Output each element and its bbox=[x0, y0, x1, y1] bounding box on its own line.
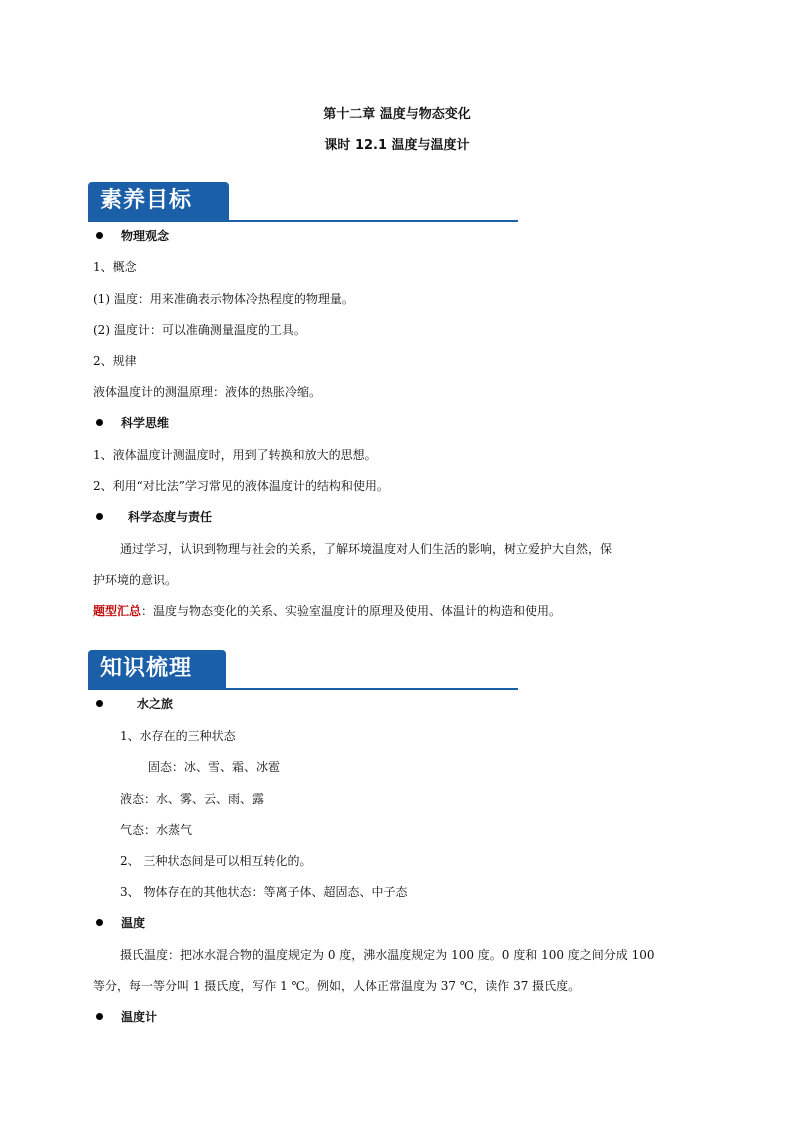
text-line: 摄氏温度：把冰水混合物的温度规定为 0 度，沸水温度规定为 100 度。0 度和 100 度之间分成 100 bbox=[120, 948, 655, 962]
chapter-title: 第十二章 温度与物态变化 bbox=[323, 107, 471, 122]
bullet-icon bbox=[96, 919, 103, 926]
summary-text: ：温度与物态变化的关系、实验室温度计的原理及使用、体温计的构造和使用。 bbox=[141, 604, 562, 618]
bullet-icon bbox=[96, 700, 103, 707]
heading-attitude: 科学态度与责任 bbox=[128, 510, 213, 524]
heading-science-thinking: 科学思维 bbox=[121, 416, 170, 430]
section-banner-goals bbox=[88, 182, 229, 220]
text-line: 通过学习，认识到物理与社会的关系，了解环境温度对人们生活的影响，树立爱护大自然，保 bbox=[120, 542, 613, 556]
section-banner-knowledge-label: 知识梳理 bbox=[100, 656, 193, 681]
summary-label: 题型汇总 bbox=[93, 604, 142, 618]
text-line: (1) 温度：用来准确表示物体冷热程度的物理量。 bbox=[93, 292, 354, 306]
heading-water-journey: 水之旅 bbox=[137, 697, 174, 711]
text-line: 气态：水蒸气 bbox=[120, 823, 193, 837]
text-line: 2、规律 bbox=[93, 354, 137, 368]
section-banner-knowledge bbox=[88, 650, 226, 688]
text-line: 2、 三种状态间是可以相互转化的。 bbox=[120, 854, 312, 868]
text-line: 1、水存在的三种状态 bbox=[120, 729, 236, 743]
text-line: 3、 物体存在的其他状态：等离子体、超固态、中子态 bbox=[120, 885, 408, 899]
heading-physics-concept: 物理观念 bbox=[121, 229, 170, 243]
lesson-title: 课时 12.1 温度与温度计 bbox=[324, 138, 470, 153]
text-line: 护环境的意识。 bbox=[93, 573, 178, 587]
heading-thermometer: 温度计 bbox=[121, 1010, 158, 1024]
text-line: 1、液体温度计测温度时，用到了转换和放大的思想。 bbox=[93, 448, 377, 462]
bullet-icon bbox=[96, 232, 103, 239]
heading-temperature: 温度 bbox=[121, 916, 146, 930]
bullet-icon bbox=[96, 419, 103, 426]
banner-underline bbox=[88, 688, 518, 690]
text-line: (2) 温度计：可以准确测量温度的工具。 bbox=[93, 323, 306, 337]
text-line: 等分，每一等分叫 1 摄氏度，写作 1 ℃。例如，人体正常温度为 37 ℃，读作 37 摄氏度。 bbox=[93, 979, 581, 993]
text-line: 液体温度计的测温原理：液体的热胀冷缩。 bbox=[93, 385, 322, 399]
section-banner-goals-label: 素养目标 bbox=[100, 188, 193, 213]
text-line: 固态：冰、雪、霜、冰雹 bbox=[148, 760, 281, 774]
text-line: 2、利用“对比法”学习常见的液体温度计的结构和使用。 bbox=[93, 479, 389, 493]
text-line: 1、概念 bbox=[93, 260, 137, 274]
bullet-icon bbox=[96, 513, 103, 520]
text-line: 液态：水、雾、云、雨、露 bbox=[120, 792, 265, 806]
bullet-icon bbox=[96, 1013, 103, 1020]
summary-line bbox=[93, 602, 561, 619]
banner-underline bbox=[88, 220, 518, 222]
